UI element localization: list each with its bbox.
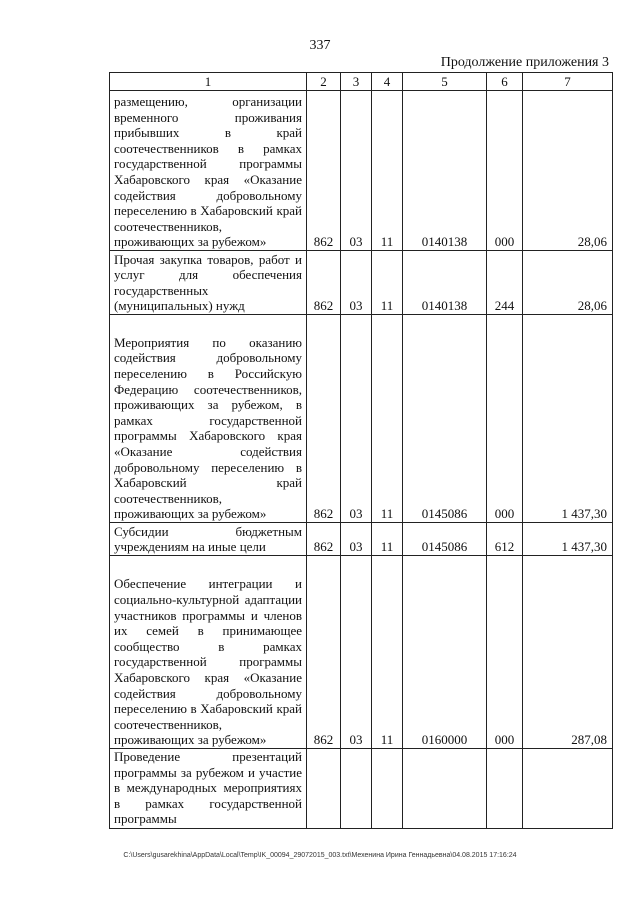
cell-subsection: 11	[372, 91, 403, 251]
cell-target: 0140138	[403, 91, 487, 251]
table-row	[110, 749, 613, 829]
cell-amount: 28,06	[523, 251, 613, 315]
cell-expense-type: 000	[487, 315, 523, 523]
cell-section: 03	[341, 91, 372, 251]
budget-table	[109, 72, 613, 829]
cell-target	[403, 749, 487, 829]
cell-code: 862	[307, 251, 341, 315]
cell-target: 0145086	[403, 315, 487, 523]
appendix-label: Продолжение приложения 3	[440, 55, 609, 70]
cell-expense-type: 000	[487, 556, 523, 749]
column-header: 5	[403, 73, 487, 91]
cell-code: 862	[307, 91, 341, 251]
row-description: Мероприятия по оказанию содействия добровольному переселению в Российскую Федерацию соотечественников, проживающих за рубежом, в рамках государственной программы Хабаровского края «Оказание содействия добровольному переселению в Хабаровский край соотечественников, проживающих за рубежом»	[110, 315, 307, 523]
cell-subsection: 11	[372, 315, 403, 523]
cell-expense-type: 000	[487, 91, 523, 251]
file-path-footer: C:\Users\gusarekhina\AppData\Local\Temp\IK_00094_29072015_003.txt\Мехенина Ирина Геннадьевна\04.08.2015 17:16:24	[123, 852, 517, 859]
cell-amount: 1 437,30	[523, 315, 613, 523]
row-description: Обеспечение интеграции и социально-культурной адаптации участников программы и членов их семей в принимающее сообщество в рамках государственной программы Хабаровского края «Оказание содействия добровольному переселению в Хабаровский край соотечественников, проживающих за рубежом»	[110, 556, 307, 749]
table-row	[110, 315, 613, 523]
cell-code: 862	[307, 315, 341, 523]
cell-code: 862	[307, 523, 341, 556]
cell-amount: 1 437,30	[523, 523, 613, 556]
table-header	[110, 73, 613, 91]
page-number: 337	[309, 38, 331, 53]
column-header: 1	[110, 73, 307, 91]
row-description: Проведение презентаций программы за рубежом и участие в международных мероприятиях в рамках государственной программы	[110, 749, 307, 829]
cell-subsection: 11	[372, 523, 403, 556]
cell-target: 0160000	[403, 556, 487, 749]
cell-target: 0145086	[403, 523, 487, 556]
cell-subsection: 11	[372, 251, 403, 315]
cell-section	[341, 749, 372, 829]
column-header: 6	[487, 73, 523, 91]
column-header: 7	[523, 73, 613, 91]
table-row	[110, 91, 613, 251]
cell-section: 03	[341, 556, 372, 749]
cell-section: 03	[341, 251, 372, 315]
table-row	[110, 556, 613, 749]
table-row	[110, 251, 613, 315]
column-header: 3	[341, 73, 372, 91]
row-description: Субсидии бюджетным учреждениям на иные цели	[110, 523, 307, 556]
cell-amount: 28,06	[523, 91, 613, 251]
cell-expense-type: 244	[487, 251, 523, 315]
cell-subsection: 11	[372, 556, 403, 749]
column-header: 4	[372, 73, 403, 91]
cell-amount	[523, 749, 613, 829]
row-description: размещению, организации временного проживания прибывших в край соотечественников в рамках государственной программы Хабаровского края «Оказание содействия добровольному переселению в Хабаровский край соотечественников, проживающих за рубежом»	[110, 91, 307, 251]
cell-code	[307, 749, 341, 829]
cell-section: 03	[341, 523, 372, 556]
cell-amount: 287,08	[523, 556, 613, 749]
column-header: 2	[307, 73, 341, 91]
table-row	[110, 523, 613, 556]
cell-expense-type	[487, 749, 523, 829]
cell-expense-type: 612	[487, 523, 523, 556]
cell-target: 0140138	[403, 251, 487, 315]
cell-code: 862	[307, 556, 341, 749]
cell-section: 03	[341, 315, 372, 523]
cell-subsection	[372, 749, 403, 829]
row-description: Прочая закупка товаров, работ и услуг для обеспечения государственных (муниципальных) нужд	[110, 251, 307, 315]
